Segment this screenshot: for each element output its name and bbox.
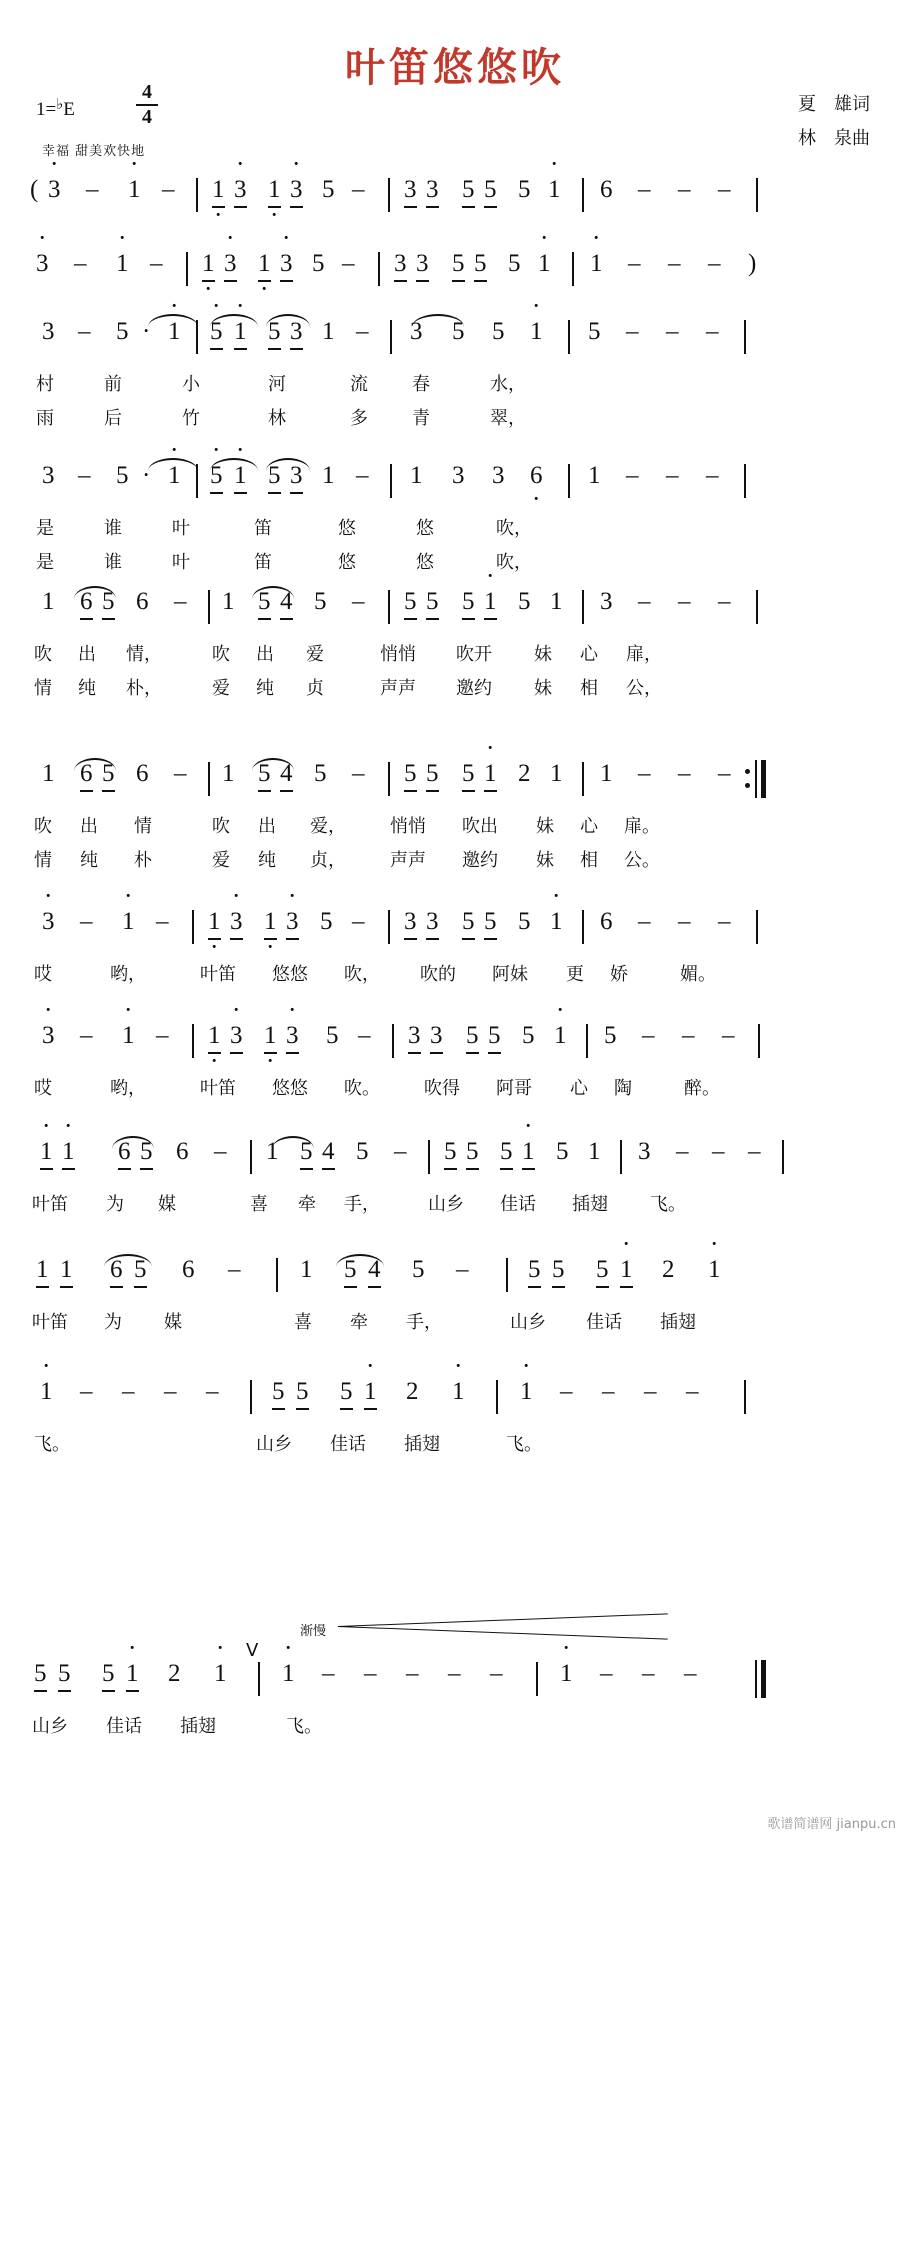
note-row: · 1 · 1 6 5 6 – 1 5 4 5 – 5 5 5 · 1 5 1 3 – – – xyxy=(0,1138,910,1180)
note-row: · 3 – · 1 – 1 · · 3 1 · · 3 5 – 3 3 5 5 5 · 1 5 – – – xyxy=(0,1022,910,1064)
system-8 xyxy=(0,1022,910,1104)
page-title: 叶笛悠悠吹 xyxy=(345,45,565,91)
note-row: 1 6 5 6 – 1 5 4 5 – 5 5 5 · 1 2 1 1 – – – xyxy=(0,760,910,802)
site-watermark: 歌谱简谱网 jianpu.cn xyxy=(767,1817,896,1832)
lyric-verse-2: 是 谁 叶 笛 悠 悠 吹， xyxy=(36,552,532,573)
lyric-verse-1: 叶笛 为 媒 喜 牵 手， 山乡 佳话 插翅 xyxy=(32,1312,696,1333)
lyric-verse-1: 哎 哟， 叶笛 悠悠 吹。 吹得 阿哥 心 陶 醉。 xyxy=(34,1078,720,1099)
lyric-verse-1: 山乡 佳话 插翅 飞。 xyxy=(32,1716,322,1737)
lyric-verse-1: 吹 出 情 吹 出 爱， 悄悄 吹出 妹 心 扉。 xyxy=(34,816,660,837)
system-1 xyxy=(0,176,910,218)
ritardando-marking: 渐慢 xyxy=(300,1624,327,1639)
lyric-verse-1: 叶笛 为 媒 喜 牵 手， 山乡 佳话 插翅 飞。 xyxy=(32,1194,686,1215)
lyric-verse-1: 吹 出 情， 吹 出 爱 悄悄 吹开 妹 心 扉， xyxy=(34,644,662,665)
system-3 xyxy=(0,318,910,434)
key-label: 1= xyxy=(36,99,57,120)
note-row: ( · 3 – · 1 – 1 · · 3 1 · · 3 5 – 3 3 5 5 5 · 1 6 – – – xyxy=(0,176,910,218)
time-signature xyxy=(132,82,162,128)
system-12 xyxy=(0,1660,910,1742)
composer: 林 泉曲 xyxy=(798,128,870,149)
lyric-verse-2: 情 纯 朴 爱 纯 贞， 声声 邀约 妹 相 公。 xyxy=(34,850,660,871)
lyric-verse-2: 雨 后 竹 林 多 青 翠， xyxy=(36,408,526,429)
diminuendo-hairpin xyxy=(338,1622,668,1650)
system-10 xyxy=(0,1256,910,1338)
key-letter: E xyxy=(63,99,75,120)
repeat-barline xyxy=(726,760,766,798)
key-signature xyxy=(36,95,75,121)
system-7 xyxy=(0,908,910,990)
final-barline xyxy=(726,1660,766,1698)
lyric-verse-1: 飞。 山乡 佳话 插翅 飞。 xyxy=(34,1434,542,1455)
note-row: 1 6 5 6 – 1 5 4 5 – 5 5 5 · 1 5 1 3 – – – xyxy=(0,588,910,630)
flat-sign: ♭ xyxy=(56,97,64,113)
note-row: 3 – 5 · · 1 · 5 · 1 5 3 1 – 3 5 5 · 1 5 – – – xyxy=(0,318,910,360)
note-row: · 3 – · 1 – 1 · · 3 1 · · 3 5 – 3 3 5 5 5 · 1 · 1 – – – ) xyxy=(0,250,910,292)
lyric-verse-1: 村 前 小 河 流 春 水， xyxy=(36,374,526,395)
lyric-verse-1: 是 谁 叶 笛 悠 悠 吹， xyxy=(36,518,532,539)
system-11 xyxy=(0,1378,910,1460)
system-5 xyxy=(0,588,910,704)
credits xyxy=(798,88,870,156)
note-row: · 1 – – – – 5 5 5 · 1 2 · 1 · 1 – – – – xyxy=(0,1378,910,1420)
system-2 xyxy=(0,250,910,292)
lyricist: 夏 雄词 xyxy=(798,94,870,115)
note-row: · 3 – · 1 – 1 · · 3 1 · · 3 5 – 3 3 5 5 5 · 1 6 – – – xyxy=(0,908,910,950)
meter-top: 4 xyxy=(142,81,152,103)
note-row: 3 – 5 · · 1 · 5 · 1 5 3 1 – 1 3 3 6 · 1 – – – xyxy=(0,462,910,504)
note-row: 1 1 6 5 6 – 1 5 4 5 – 5 5 5 · 1 2 · 1 xyxy=(0,1256,910,1298)
system-4 xyxy=(0,462,910,578)
meter-bottom: 4 xyxy=(142,106,152,128)
breath-mark: V xyxy=(246,1640,259,1661)
lyric-verse-2: 情 纯 朴， 爱 纯 贞 声声 邀约 妹 相 公， xyxy=(34,678,662,699)
tempo-mood-marking: 幸福 甜美欢快地 xyxy=(42,144,146,159)
note-row: 5 5 5 · 1 2 · 1 · 1 – – – – – · 1 – – – xyxy=(0,1660,910,1702)
lyric-verse-1: 哎 哟， 叶笛 悠悠 吹， 吹的 阿妹 更 娇 媚。 xyxy=(34,964,716,985)
system-6 xyxy=(0,760,910,876)
system-9 xyxy=(0,1138,910,1220)
